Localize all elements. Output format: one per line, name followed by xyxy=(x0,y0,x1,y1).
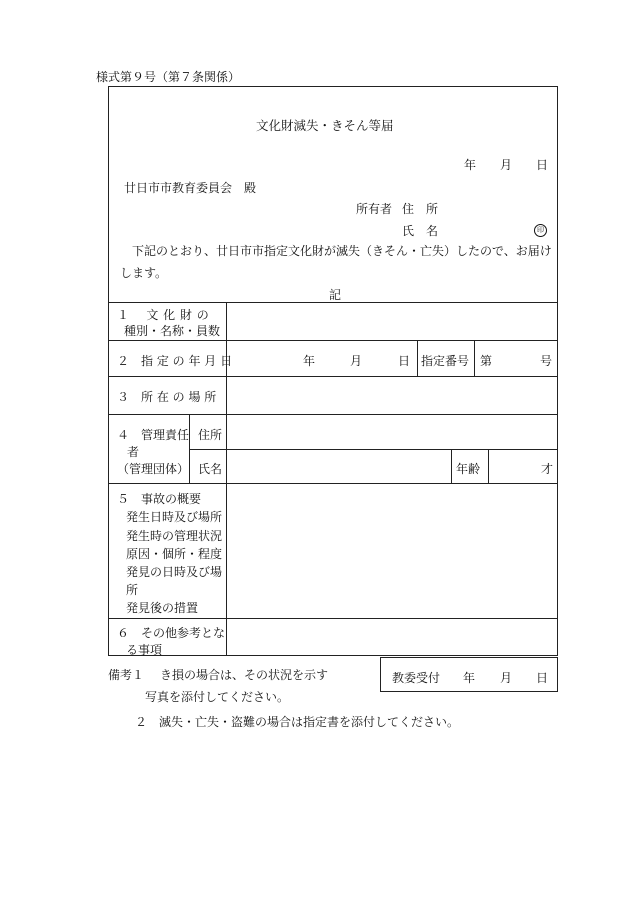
receipt-day: 日 xyxy=(536,671,549,685)
row2-day: 日 xyxy=(398,354,411,368)
form-title: 文化財滅失・きそん等届 xyxy=(256,118,394,133)
row4-name-label: 氏名 xyxy=(198,462,223,476)
row2-dai: 第 xyxy=(480,354,493,368)
col-divider xyxy=(474,340,475,376)
row-divider xyxy=(108,618,558,619)
form-number-label: 様式第９号（第７条関係） xyxy=(96,70,241,84)
row6-label-b: る事項 xyxy=(126,643,163,657)
row-divider xyxy=(189,449,558,450)
row2-year: 年 xyxy=(303,354,316,368)
row5-item: 所 xyxy=(126,583,139,597)
col-divider xyxy=(417,340,418,376)
row5-item: 発見の日時及び場 xyxy=(126,565,223,579)
col-divider xyxy=(451,449,452,483)
col-divider xyxy=(226,414,227,483)
row5-item: 発生日時及び場所 xyxy=(126,510,223,524)
receipt-month: 月 xyxy=(500,671,513,685)
row2-designation-label: 指定番号 xyxy=(421,354,470,368)
receipt-label: 教委受付 xyxy=(392,671,441,685)
date-year: 年 xyxy=(464,158,477,172)
remarks-note1a: き損の場合は、その状況を示す xyxy=(160,668,329,682)
col-divider xyxy=(226,483,227,656)
receipt-year: 年 xyxy=(463,671,476,685)
col-divider xyxy=(189,414,190,483)
row5-item: 原因・個所・程度 xyxy=(126,547,223,561)
date-month: 月 xyxy=(500,158,513,172)
row-divider xyxy=(108,483,558,484)
row5-input[interactable] xyxy=(228,485,556,616)
remarks-note1b: 写真を添付してください。 xyxy=(145,690,290,704)
row2-month: 月 xyxy=(350,354,363,368)
row4-age-unit: 才 xyxy=(541,462,554,476)
remarks-note2: ２ 滅失・亡失・盗難の場合は指定書を添付してください。 xyxy=(135,715,460,729)
seal-icon: 印 xyxy=(534,224,547,237)
row1-label-a: １ 文 化 財 の xyxy=(117,308,210,322)
row-divider xyxy=(108,376,558,377)
row3-label: ３ 所 在 の 場 所 xyxy=(117,390,217,404)
row5-item: 発見後の措置 xyxy=(126,601,199,615)
table-top-line xyxy=(108,302,558,303)
body-text-line2: します。 xyxy=(120,266,168,280)
row6-input[interactable] xyxy=(228,620,556,654)
remarks-label: 備考１ xyxy=(108,668,145,682)
row4-address-label: 住所 xyxy=(198,428,223,442)
row3-input[interactable] xyxy=(228,378,556,412)
col-divider xyxy=(488,449,489,483)
row-divider xyxy=(108,340,558,341)
row2-label: ２ 指 定 の 年 月 日 xyxy=(117,354,233,368)
row4-label-a: ４ 管理責任 xyxy=(117,428,190,442)
owner-address-label: 住 所 xyxy=(402,202,439,216)
row4-label-c: （管理団体） xyxy=(117,462,190,476)
row6-label-a: ６ その他参考とな xyxy=(117,626,226,640)
row5-title: ５ 事故の概要 xyxy=(117,492,202,506)
addressee: 廿日市市教育委員会 殿 xyxy=(124,181,257,195)
owner-name-label: 氏 名 xyxy=(402,224,439,238)
ki-heading: 記 xyxy=(329,288,342,302)
row-divider xyxy=(108,414,558,415)
date-day: 日 xyxy=(536,158,549,172)
owner-label: 所有者 xyxy=(356,202,393,216)
row1-input[interactable] xyxy=(228,304,556,338)
seal-mark xyxy=(534,221,547,237)
row2-go: 号 xyxy=(540,354,553,368)
row4-label-b: 者 xyxy=(127,445,140,459)
row1-label-b: 種別・名称・員数 xyxy=(124,324,221,338)
body-text-line1: 下記のとおり、廿日市市指定文化財が滅失（きそん・亡失）したので、お届け xyxy=(132,244,552,258)
row4-age-label: 年齢 xyxy=(456,462,481,476)
row5-item: 発生時の管理状況 xyxy=(126,529,223,543)
col-divider xyxy=(226,376,227,414)
